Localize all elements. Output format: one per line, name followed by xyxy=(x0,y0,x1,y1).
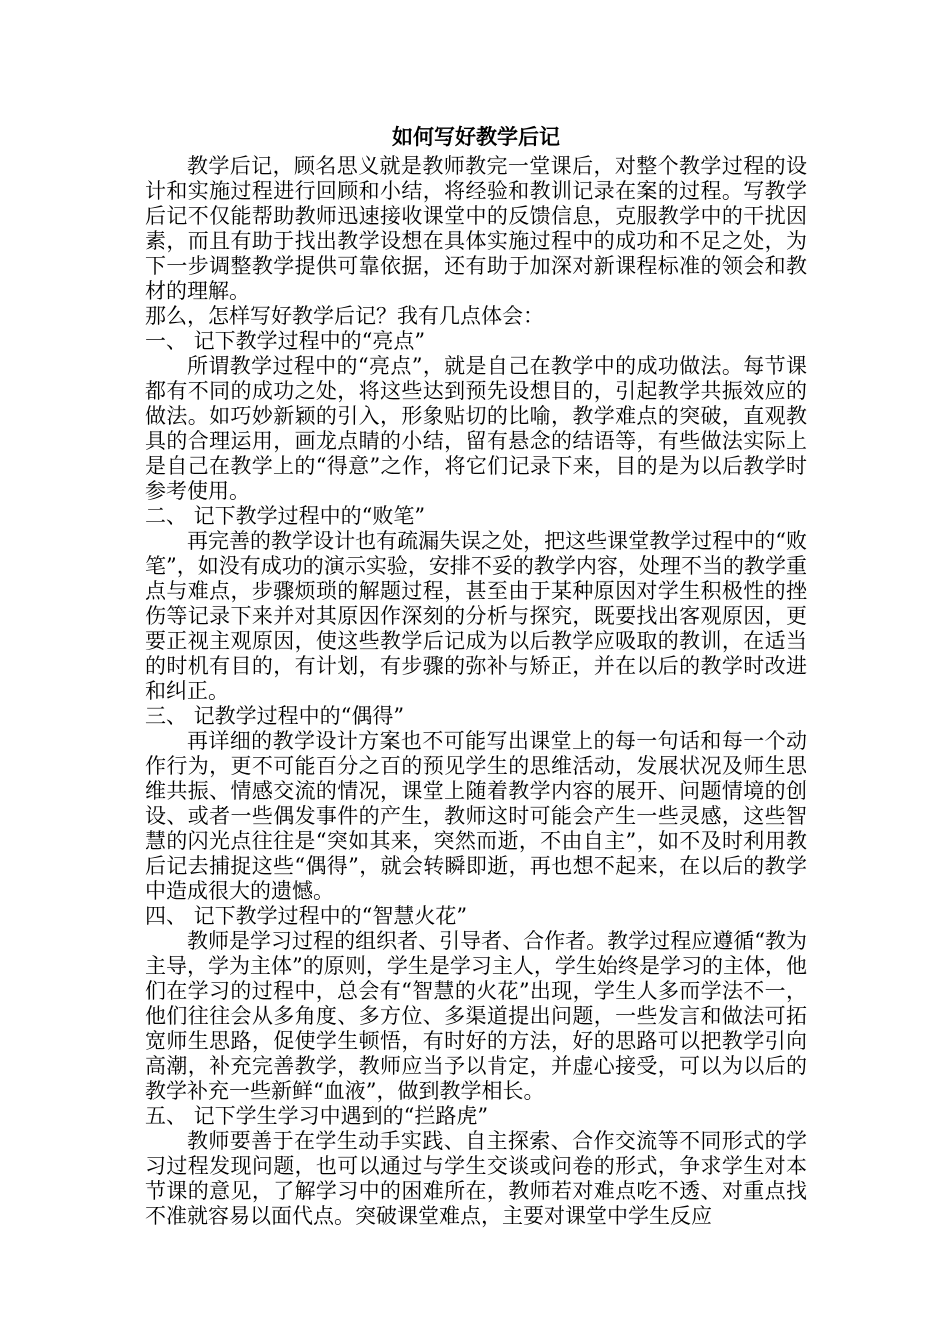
section-heading-5: 五、 记下学生学习中遇到的“拦路虎” xyxy=(145,1104,489,1128)
section-heading-4: 四、 记下教学过程中的“智慧火花” xyxy=(145,904,468,928)
section-body-4: 教师是学习过程的组织者、引导者、合作者。教学过程应遵循“教为主导，学为主体”的原则，学生是学习主人，学生始终是学习的主体，他们在学习的过程中，总会有“智慧的火花”出现，学生人多而学法不一，他们往往会从多角度、多方位、多渠道提出问题，一些发言和做法可拓宽师生思路，促使学生顿悟，有时好的方法，好的思路可以把教学引向高潮，补充完善教学，教师应当予以肯定，并虚心接受，可以为以后的教学补充一些新鲜“血液”，做到教学相长。 xyxy=(145,929,807,1103)
section-heading-1: 一、 记下教学过程中的“亮点” xyxy=(145,329,426,353)
section-body-1: 所谓教学过程中的“亮点”，就是自己在教学中的成功做法。每节课都有不同的成功之处，将这些达到预先设想目的，引起教学共振效应的做法。如巧妙新颖的引入，形象贴切的比喻，教学难点的突破，直观教具的合理运用，画龙点睛的小结，留有悬念的结语等，有些做法实际上是自己在教学上的“得意”之作，将它们记录下来，目的是为以后教学时参考使用。 xyxy=(145,354,807,503)
intro-paragraph: 教学后记，顾名思义就是教师教完一堂课后，对整个教学过程的设计和实施过程进行回顾和小结，将经验和教训记录在案的过程。写教学后记不仅能帮助教师迅速接收课堂中的反馈信息，克服教学中的干扰因素，而且有助于找出教学设想在具体实施过程中的成功和不足之处，为下一步调整教学提供可靠依据，还有助于加深对新课程标准的领会和教材的理解。 xyxy=(145,154,807,303)
document-title: 如何写好教学后记 xyxy=(392,124,560,149)
section-heading-2: 二、 记下教学过程中的“败笔” xyxy=(145,504,426,528)
section-body-5: 教师要善于在学生动手实践、自主探索、合作交流等不同形式的学习过程发现问题，也可以通过与学生交谈或问卷的形式，争求学生对本节课的意见，了解学习中的困难所在，教师若对难点吃不透、对重点找不准就容易以面代点。突破课堂难点，主要对课堂中学生反应 xyxy=(145,1129,807,1228)
lead-paragraph: 那么，怎样写好教学后记？我有几点体会： xyxy=(145,304,544,328)
document-page xyxy=(145,120,807,1229)
section-body-2: 再完善的教学设计也有疏漏失误之处，把这些课堂教学过程中的“败笔”，如没有成功的演示实验，安排不妥的教学内容，处理不当的教学重点与难点，步骤烦琐的解题过程，甚至由于某种原因对学生积极性的挫伤等记录下来并对其原因作深刻的分析与探究，既要找出客观原因，更要正视主观原因，使这些教学后记成为以后教学应吸取的教训，在适当的时机有目的，有计划，有步骤的弥补与矫正，并在以后的教学时改进和纠正。 xyxy=(145,529,807,703)
section-body-3: 再详细的教学设计方案也不可能写出课堂上的每一句话和每一个动作行为，更不可能百分之百的预见学生的思维活动，发展状况及师生思维共振、情感交流的情况，课堂上随着教学内容的展开、问题情境的创设、或者一些偶发事件的产生，教师这时可能会产生一些灵感，这些智慧的闪光点往往是“突如其来，突然而逝，不由自主”，如不及时利用教后记去捕捉这些“偶得”，就会转瞬即逝，再也想不起来，在以后的教学中造成很大的遗憾。 xyxy=(145,729,807,903)
section-heading-3: 三、 记教学过程中的“偶得” xyxy=(145,704,405,728)
